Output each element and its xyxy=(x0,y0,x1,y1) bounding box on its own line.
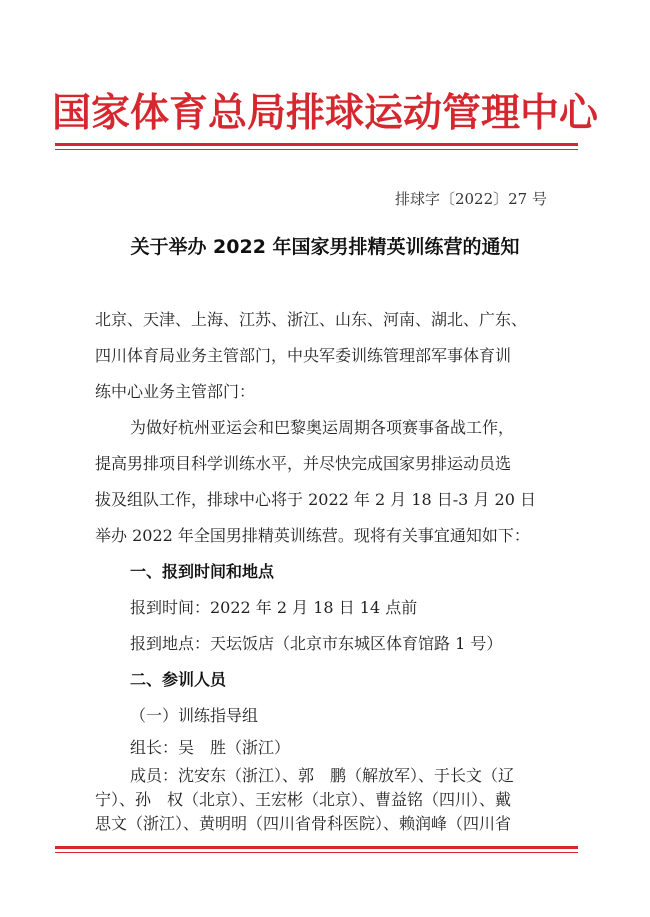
footer-rule-thick xyxy=(55,846,578,849)
addressee-line: 北京、天津、上海、江苏、浙江、山东、河南、湖北、广东、 xyxy=(95,310,528,329)
addressee-line: 练中心业务主管部门： xyxy=(95,382,256,401)
report-time: 报到时间：2022 年 2 月 18 日 14 点前 xyxy=(130,598,418,617)
report-place: 报到地点：天坛饭店（北京市东城区体育馆路 1 号） xyxy=(130,634,503,653)
addressee-line: 四川体育局业务主管部门，中央军委训练管理部军事体育训 xyxy=(95,346,512,365)
intro-line: 拔及组队工作，排球中心将于 2022 年 2 月 18 日-3 月 20 日 xyxy=(95,490,536,509)
section-heading: 二、参训人员 xyxy=(130,670,227,689)
members-line: 思文（浙江）、黄明明（四川省骨科医院）、赖润峰（四川省 xyxy=(95,814,512,833)
intro-line: 举办 2022 年全国男排精英训练营。现将有关事宜通知如下： xyxy=(95,526,530,545)
footer-rule-thin xyxy=(55,852,578,853)
intro-line: 提高男排项目科学训练水平，并尽快完成国家男排运动员选 xyxy=(95,454,512,473)
letterhead-rule-thin xyxy=(55,149,578,150)
org-letterhead-title: 国家体育总局排球运动管理中心 xyxy=(51,91,598,136)
section-heading: 一、报到时间和地点 xyxy=(130,562,275,581)
letterhead-rule-thick xyxy=(55,143,578,146)
document-title: 关于举办 2022 年国家男排精英训练营的通知 xyxy=(130,236,520,258)
members-line: 成员：沈安东（浙江）、郭 鹏（解放军）、于长文（辽 xyxy=(130,766,515,785)
intro-line: 为做好杭州亚运会和巴黎奥运周期各项赛事备战工作， xyxy=(130,418,515,437)
members-line: 宁）、孙 权（北京）、王宏彬（北京）、曹益铭（四川）、戴 xyxy=(95,790,512,809)
subsection-heading: （一）训练指导组 xyxy=(130,706,259,725)
group-leader: 组长：吴 胜（浙江） xyxy=(130,738,291,757)
document-number: 排球字〔2022〕27 号 xyxy=(394,190,547,208)
